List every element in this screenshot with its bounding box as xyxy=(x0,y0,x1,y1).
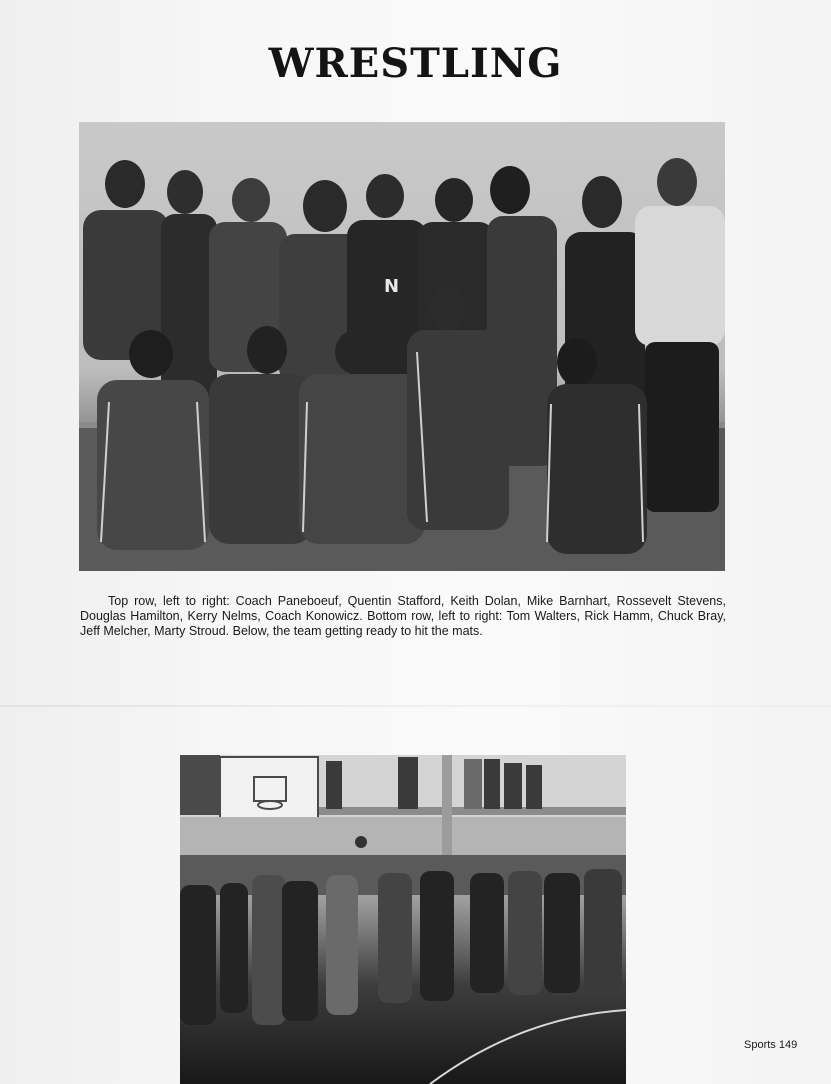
page-number: Sports 149 xyxy=(744,1039,798,1051)
paper-fold-shadow xyxy=(0,705,831,707)
warmup-photo-illustration xyxy=(180,755,626,1084)
page-title: WRESTLING xyxy=(268,40,563,87)
team-group-photo xyxy=(79,122,725,571)
team-photo-illustration xyxy=(79,122,725,571)
jersey-letter-1: N xyxy=(384,276,400,297)
photo-caption: Top row, left to right: Coach Paneboeuf, Quentin Stafford, Keith Dolan, Mike Barnhart, Rossevelt Stevens, Douglas Hamilton, Kerry Nelms, Coach Konowicz. Bottom row, left to right: Tom Walters, Rick Hamm, Chuck Bray, Jeff Melcher, Marty Stroud. Below, the team getting ready to hit the mats. xyxy=(80,594,726,638)
team-warmup-photo xyxy=(180,755,626,1084)
